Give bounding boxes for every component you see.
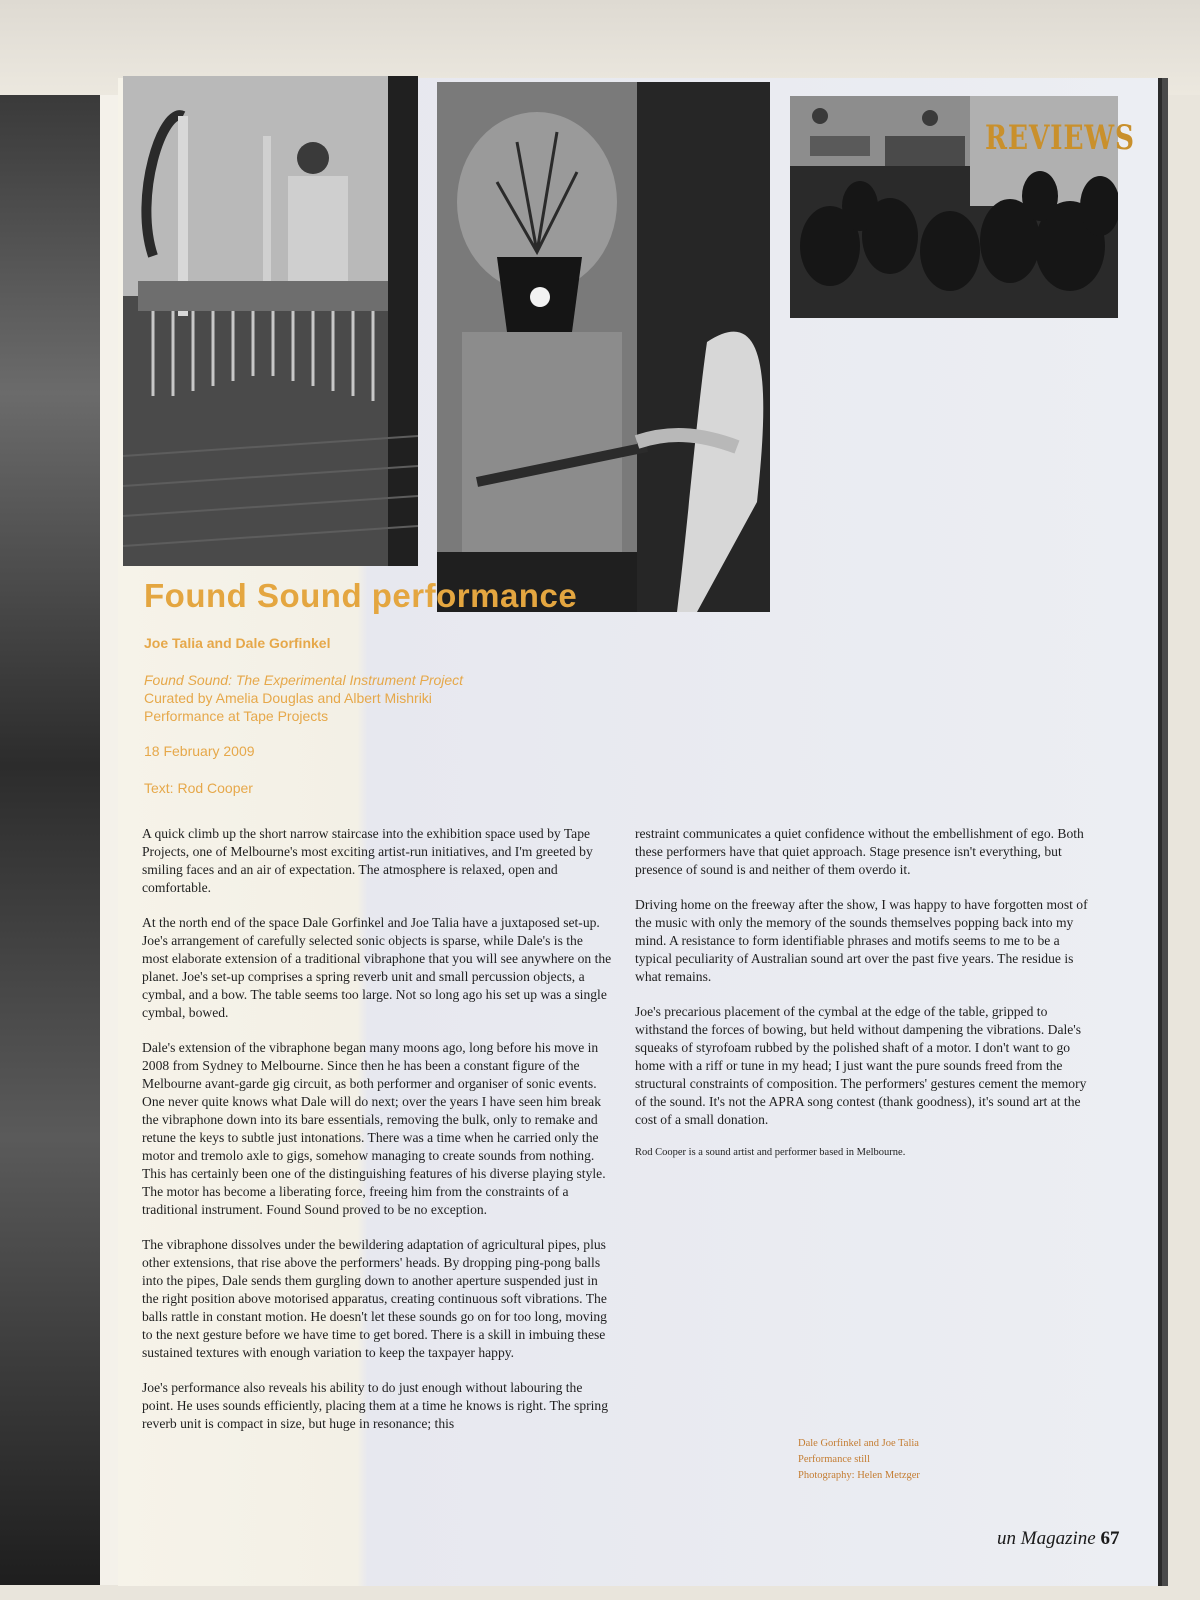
- page-number: 67: [1100, 1528, 1120, 1549]
- section-label: REVIEWS: [985, 118, 1135, 158]
- photo-caption: [798, 1436, 920, 1484]
- caption-line: Performance still: [798, 1454, 871, 1465]
- caption-line: Dale Gorfinkel and Joe Talia: [798, 1438, 919, 1449]
- paragraph: Dale's extension of the vibraphone began many moons ago, long before his move in 2008 from Sydney to Melbourne. Since then he has been a constant figure of the Melbourne avant-garde gig circuit, as both performer and organiser of sonic events. One never quite knows what Dale will do next; over the years I have seen him break the vibraphone down into its bare essentials, removing the bulk, only to remake and retune the keys to subtle just intonations. There was a time when he carried only the motor and tremolo axle to gigs, somehow managing to create sounds from nothing. This has certainly been one of the distinguishing features of his diverse playing style. The motor has become a liberating force, freeing him from the constraints of a traditional instrument. Found Sound proved to be no exception.: [142, 1040, 606, 1217]
- caption-line: Photography: Helen Metzger: [798, 1470, 920, 1481]
- magazine-name: un Magazine: [997, 1528, 1096, 1549]
- photo-vibraphone-performer: [123, 76, 418, 566]
- paragraph: A quick climb up the short narrow staircase into the exhibition space used by Tape Projects, one of Melbourne's most exciting artist-run initiatives, and I'm greeted by smiling faces and an air of expectation. The atmosphere is relaxed, open and comfortable.: [142, 826, 593, 895]
- paragraph: The vibraphone dissolves under the bewildering adaptation of agricultural pipes, plus other extensions, that rise above the performers' heads. By dropping ping-pong balls into the pipes, Dale sends them gurgling down to another aperture suspended just in the right position above motorised apparatus, creating continuous soft vibrations. The balls rattle in constant motion. He doesn't let these sounds go on for too long, moving to the next gesture before we have time to get bored. There is a skill in imbuing these sustained textures with enough variation to keep the taxpayer happy.: [142, 1237, 607, 1360]
- paragraph: Driving home on the freeway after the show, I was happy to have forgotten most of the music with only the memory of the sounds themselves popping back into my mind. A resistance to form identifiable phrases and motifs seems to me to be a typical peculiarity of Australian sound art over the past five years. The residue is what remains.: [635, 897, 1088, 984]
- project-title: Found Sound: The Experimental Instrument Project: [144, 672, 464, 688]
- photo-bow-and-plant: [437, 82, 770, 612]
- author-bio: Rod Cooper is a sound artist and performer based in Melbourne.: [635, 1147, 906, 1158]
- paragraph: Joe's performance also reveals his ability to do just enough without labouring the point. He uses sounds efficiently, placing them at a time he knows is right. The spring reverb unit is compact in size, but huge in resonance; this: [142, 1380, 609, 1431]
- article-headline: Found Sound performance: [144, 577, 578, 614]
- curators-line: Curated by Amelia Douglas and Albert Mishriki: [144, 690, 432, 706]
- paragraph: restraint communicates a quiet confidence without the embellishment of ego. Both these performers have that quiet approach. Stage presence isn't everything, but presence of sound is and neither of them overdo it.: [635, 826, 1084, 877]
- paragraph: At the north end of the space Dale Gorfinkel and Joe Talia have a juxtaposed set-up. Joe's arrangement of carefully selected sonic objects is sparse, while Dale's is the most elaborate extension of a traditional vibraphone that you will see anywhere on the planet. Joe's set-up comprises a spring reverb unit and small percussion objects, a cymbal, and a bow. The table seems too large. Not so long ago his set up was a single cymbal, bowed.: [142, 915, 612, 1020]
- paragraph: Joe's precarious placement of the cymbal at the edge of the table, gripped to withstand the forces of bowing, but held without dampening the vibrations. Dale's squeaks of styrofoam rubbed by the polished shaft of a motor. I don't want to go home with a riff or tune in my head; I just want the pure sounds freed from the structural constraints of composition. The performers' gestures cement the memory of the sound. It's not the APRA song contest (thank goodness), it's sound art at the cost of a small donation.: [635, 1004, 1087, 1127]
- venue-line: Performance at Tape Projects: [144, 708, 329, 724]
- article-column-right: [635, 825, 1095, 1160]
- event-date: 18 February 2009: [144, 743, 255, 759]
- author-credit: Text: Rod Cooper: [144, 780, 253, 796]
- page-footer: [997, 1528, 1119, 1550]
- article-column-left: [142, 825, 612, 1450]
- artists-byline: Joe Talia and Dale Gorfinkel: [144, 635, 331, 651]
